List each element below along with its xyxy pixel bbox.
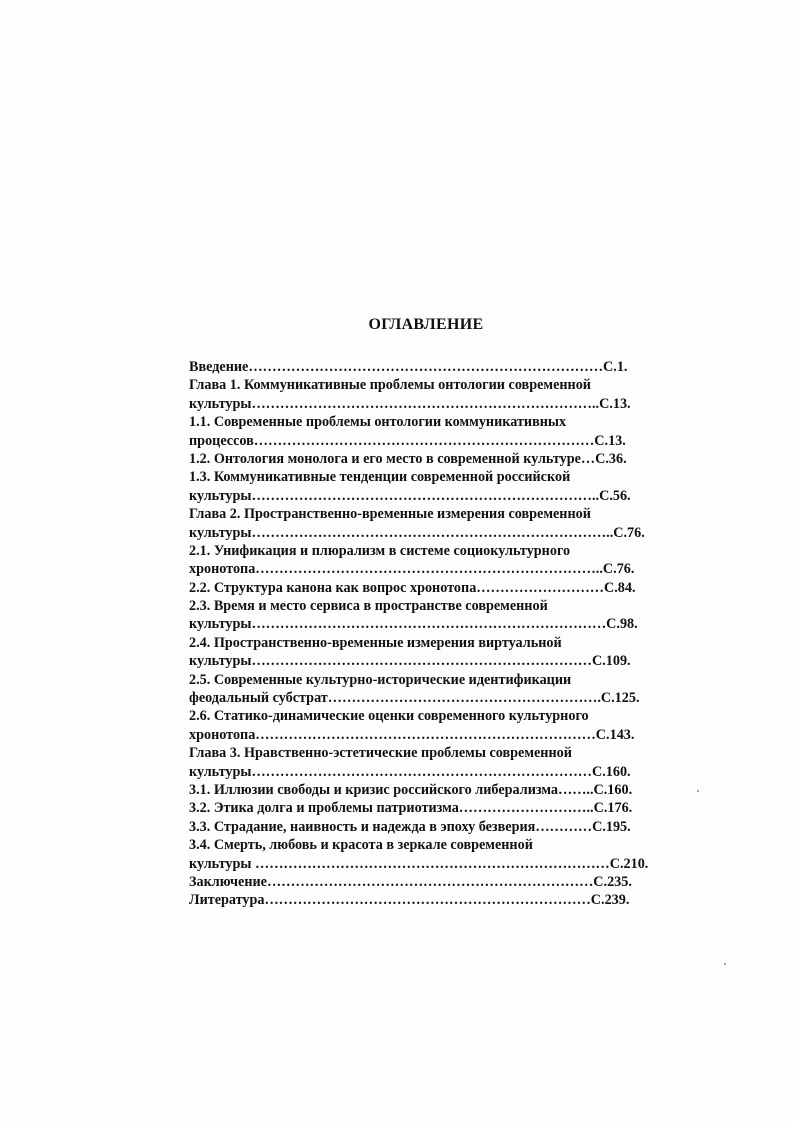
toc-line: Глава 1. Коммуникативные проблемы онтологии современной	[189, 377, 591, 394]
toc-line: 2.2. Структура канона как вопрос хронотопа………………………С.84.	[189, 579, 636, 596]
toc-line: 1.2. Онтология монолога и его место в современной культуре…С.36.	[189, 450, 627, 467]
toc-line: 1.1. Современные проблемы онтологии коммуникативных	[189, 414, 567, 431]
toc-line: Введение…………………………………………………………………С.1.	[189, 359, 628, 375]
toc-line: 3.2. Этика долга и проблемы патриотизма………………………..С.176.	[189, 800, 633, 817]
toc-line: процессов………………………………………………………………С.13.	[189, 432, 626, 449]
toc-line: культуры………………………………………………………………..С.13.	[189, 395, 631, 412]
toc-line: Литература……………………………………………………………С.239.	[189, 892, 630, 909]
toc-line: феодальный субстрат………………………………………………….С.125.	[189, 690, 640, 707]
toc-line: 1.3. Коммуникативные тенденции современной российской	[189, 469, 571, 486]
toc-line: хронотопа………………………………………………………………..С.76.	[189, 561, 635, 578]
toc-line: 3.4. Смерть, любовь и красота в зеркале современной	[189, 837, 533, 854]
toc-line: культуры…………………………………………………………………С.98.	[189, 616, 638, 633]
toc-line: культуры…………………………………………………………………..С.76.	[189, 524, 645, 541]
toc-line: культуры………………………………………………………………..С.56.	[189, 487, 631, 504]
toc-line: Глава 3. Нравственно-эстетические проблемы современной	[189, 745, 572, 762]
toc-line: культуры………………………………………………………………С.160.	[189, 763, 631, 780]
toc-line: 3.1. Иллюзии свободы и кризис российского либерализма……..С.160.	[189, 781, 633, 798]
toc-line: 3.3. Страдание, наивность и надежда в эпоху безверия…………С.195.	[189, 818, 631, 835]
toc-line: 2.4. Пространственно-временные измерения виртуальной	[189, 634, 562, 651]
toc-line: Заключение……………………………………………………………С.235.	[189, 873, 632, 890]
toc-line: культуры …………………………………………………………………С.210.	[189, 855, 649, 872]
page-title: ОГЛАВЛЕНИЕ	[368, 316, 484, 333]
toc-line: 2.5. Современные культурно-исторические идентификации	[189, 671, 572, 688]
toc-line: 2.1. Унификация и плюрализм в системе социокультурного	[189, 542, 571, 559]
table-of-contents	[189, 358, 709, 910]
toc-line: Глава 2. Пространственно-временные измерения современной	[189, 506, 591, 523]
toc-line: культуры………………………………………………………………С.109.	[189, 653, 631, 670]
toc-line: хронотопа………………………………………………………………С.143.	[189, 726, 635, 743]
scan-speck	[724, 963, 726, 965]
toc-line: 2.3. Время и место сервиса в пространстве современной	[189, 598, 548, 615]
toc-line: 2.6. Статико-динамические оценки современного культурного	[189, 708, 589, 725]
scan-speck	[697, 790, 699, 792]
